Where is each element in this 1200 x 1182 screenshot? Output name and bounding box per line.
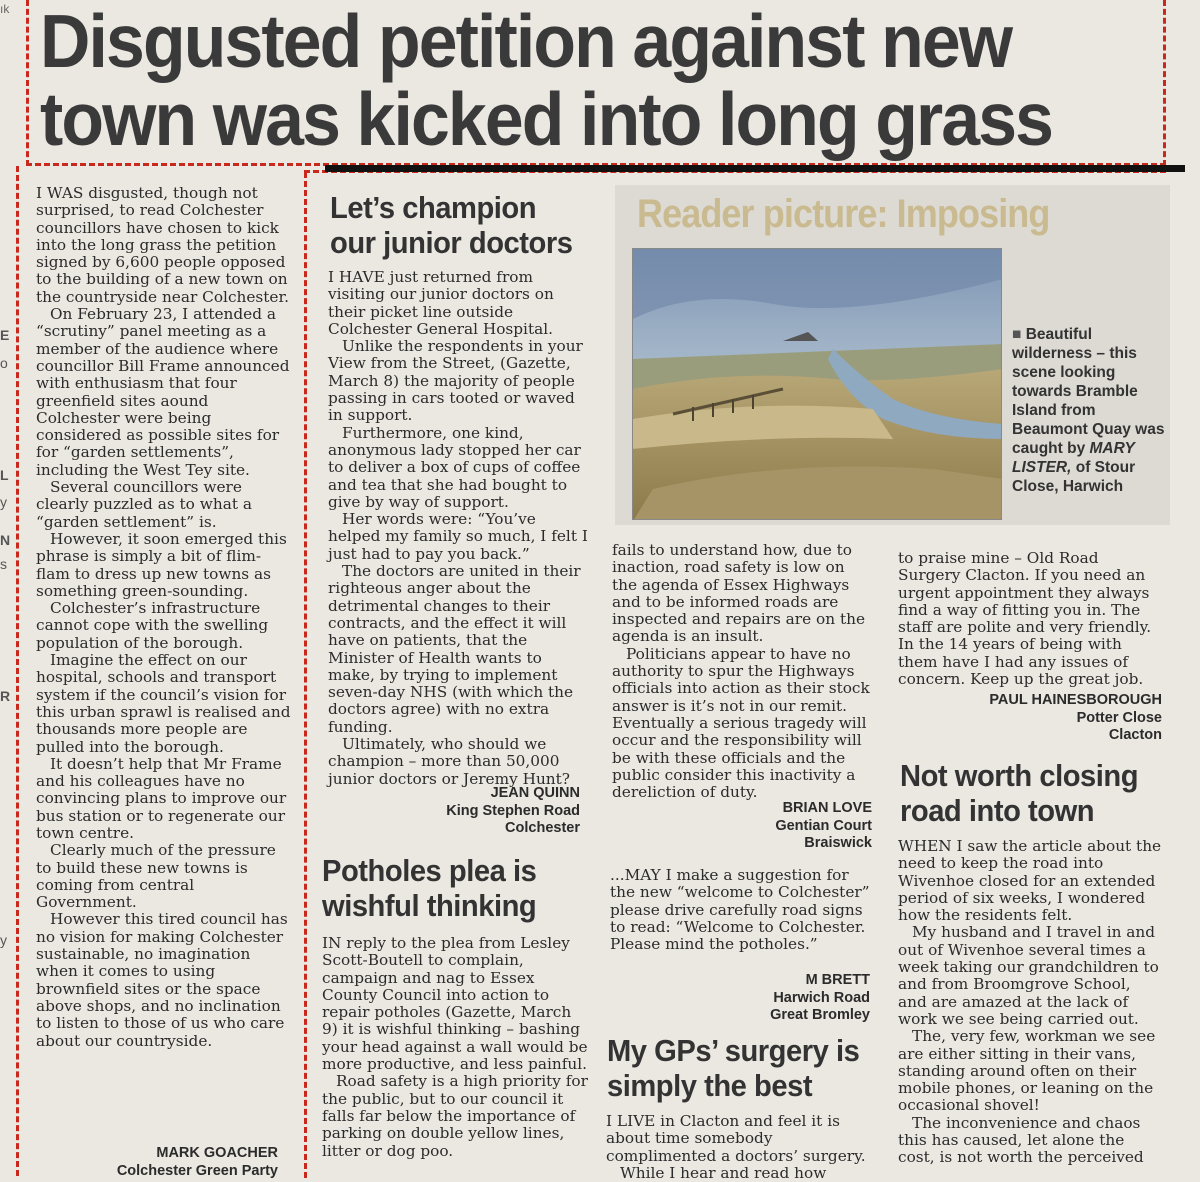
paragraph: On February 23, I attended a “scrutiny” panel meeting as a member of the audience where councillor Bill Frame announced with enthusiasm that four greenfield sites aound Colchester were being considered as possible sites for for “garden settlements”, including the West Tey site. bbox=[36, 305, 290, 479]
signature-line: Potter Close bbox=[1076, 709, 1162, 726]
paragraph: The, very few, workman we see are either sitting in their vans, standing around often on their mobile phones, or leaning on the occasional shovel! bbox=[898, 1027, 1156, 1115]
paragraph: Several councillors were clearly puzzled as to what a “garden settlement” is. bbox=[36, 478, 252, 531]
margin-letter: E bbox=[0, 327, 10, 343]
paragraph: I WAS disgusted, though not surprised, to read Colchester councillors have chosen to kick into the long grass the petition signed by 6,600 people opposed to the building of a new town on the countryside near Colchester. bbox=[36, 184, 289, 306]
signature-name: PAUL HAINESBOROUGH bbox=[989, 692, 1162, 708]
title-line: road into town bbox=[900, 793, 1095, 828]
margin-letter: R bbox=[0, 688, 11, 704]
signature-line: King Stephen Road bbox=[446, 802, 580, 819]
signature-line: Braiswick bbox=[804, 835, 872, 851]
margin-letter: y bbox=[0, 932, 7, 948]
paragraph: My husband and I travel in and out of Wivenhoe several times a week taking our grandchildren to and from Broomgrove School, and are amazed at the lack of work we see being carried out. bbox=[898, 923, 1159, 1028]
signature-name: JEAN QUINN bbox=[490, 785, 580, 801]
signature-line: Colchester Green Party bbox=[116, 1162, 278, 1179]
title-line: Let’s champion bbox=[330, 190, 537, 225]
paragraph: Ultimately, who should we champion – more than 50,000 junior doctors or Jeremy Hunt? bbox=[328, 735, 571, 788]
letter-body bbox=[898, 550, 1160, 688]
photo-caption bbox=[1012, 325, 1167, 496]
paragraph: The doctors are united in their righteous anger about the detrimental changes to their contracts, and the effect it will have on patients, that the Minister of Health wants to make, by trying to implement seven-day NHS (with which the doctors agree) with no extra funding. bbox=[328, 562, 581, 736]
letter-title bbox=[330, 190, 593, 260]
margin-letter: s bbox=[0, 556, 7, 572]
letter-body bbox=[322, 935, 588, 1160]
paragraph: WHEN I saw the article about the need to keep the road into Wivenhoe closed for an extended period of six weeks, I wondered how the residents felt. bbox=[898, 837, 1162, 925]
title-line: simply the best bbox=[607, 1068, 813, 1103]
margin-letter: y bbox=[0, 494, 7, 510]
letter-signature bbox=[60, 1145, 278, 1180]
paragraph: However, it soon emerged this phrase is simply a bit of flim-flam to dress up new towns as something green-sounding. bbox=[36, 529, 287, 600]
signature-line: Gentian Court bbox=[775, 817, 872, 834]
paragraph: IN reply to the plea from Lesley Scott-Boutell to complain, campaign and nag to Essex County Council into action to repair potholes (Gazette, March 9) it is wishful thinking – bashing your head against a wall would be more productive, and less painful. bbox=[322, 934, 588, 1074]
letter-signature bbox=[680, 800, 872, 853]
title-line: My GPs’ surgery is bbox=[607, 1033, 860, 1068]
red-annotation-line bbox=[304, 172, 307, 1178]
letter-signature bbox=[380, 785, 580, 838]
paragraph: I HAVE just returned from visiting our junior doctors on their picket line outside Colchester General Hospital. bbox=[328, 268, 554, 338]
letter-title bbox=[322, 853, 585, 923]
paragraph: Imagine the effect on our hospital, schools and transport system if the council’s vision for this urban sprawl is realised and thousands more people are pulled into the borough. bbox=[36, 651, 291, 756]
margin-letter: N bbox=[0, 532, 11, 548]
red-annotation-box bbox=[26, 0, 1166, 166]
paragraph: Colchester’s infrastructure cannot cope with the swelling population of the borough. bbox=[36, 599, 269, 652]
letter-title bbox=[900, 758, 1163, 828]
paragraph: I LIVE in Clacton and feel it is about time somebody complimented a doctors’ surgery. bbox=[606, 1112, 866, 1165]
signature-line: Harwich Road bbox=[773, 989, 870, 1006]
title-line: Potholes plea is bbox=[322, 853, 537, 888]
paragraph: The inconvenience and chaos this has caused, let alone the cost, is not worth the perceived bbox=[898, 1113, 1144, 1167]
marsh-photo-image bbox=[633, 249, 1002, 520]
letter-body bbox=[36, 185, 294, 1050]
paragraph: Road safety is a high priority for the public, but to our council it falls far below the importance of parking on double yellow lines, litter or dog poo. bbox=[322, 1072, 588, 1160]
paragraph: Clearly much of the pressure to build these new towns is coming from central Government. bbox=[36, 841, 276, 912]
title-line: our junior doctors bbox=[330, 225, 573, 260]
paragraph: Furthermore, one kind, anonymous lady stopped her car to deliver a box of cups of coffee and tea that she had bought to give by way of support. bbox=[328, 423, 581, 511]
paragraph: Politicians appear to have no authority to spur the Highways officials into action as their stock answer is it’s not in our remit. Eventually a serious tragedy will occur and the responsibility will be with these officials and the public consider this inactivity a dereliction of duty. bbox=[612, 644, 870, 802]
caption-photographer: MARY LISTER, bbox=[1012, 440, 1135, 476]
headline-line: town was kicked into long grass bbox=[40, 77, 1053, 161]
red-annotation-line bbox=[16, 166, 19, 1176]
paragraph: fails to understand how, due to inaction, road safety is low on the agenda of Essex Highways and to be informed roads are inspected and repairs are on the agenda is an insult. bbox=[612, 541, 866, 646]
paragraph: While I hear and read how bbox=[620, 1163, 827, 1182]
caption-bullet: ■ bbox=[1012, 326, 1022, 343]
margin-fragment: ık bbox=[0, 2, 10, 16]
paragraph: to praise mine – Old Road Surgery Clacton. If you need an urgent appointment they always find a way of fitting you in. The staff are polite and very friendly. In the 14 years of being with them have I had any issues of concern. Keep up the great job. bbox=[898, 549, 1152, 689]
letter-signature bbox=[680, 972, 870, 1025]
reader-picture-title: Reader picture: Imposing bbox=[637, 192, 1050, 236]
paragraph: Her words were: “You’ve helped my family so much, I felt I just had to pay you back.” bbox=[328, 510, 588, 563]
signature-name: M BRETT bbox=[805, 972, 870, 988]
landscape-photo bbox=[632, 248, 1002, 520]
signature-line: Clacton bbox=[1108, 727, 1162, 743]
letter-title bbox=[607, 1033, 870, 1103]
letter-body bbox=[328, 269, 590, 788]
signature-line: Great Bromley bbox=[770, 1007, 870, 1023]
letter-body bbox=[612, 542, 874, 801]
letter-body bbox=[898, 838, 1162, 1167]
paragraph: Unlike the respondents in your View from the Street, (Gazette, March 8) the majority of people passing in cars tooted or waved in support. bbox=[328, 337, 583, 425]
divider-rule bbox=[325, 165, 1185, 172]
margin-letter: L bbox=[0, 467, 9, 483]
caption-text: Beautiful wilderness – this scene looking towards Bramble Island from Beaumont Quay was caught by bbox=[1012, 326, 1165, 457]
title-line: wishful thinking bbox=[322, 888, 537, 923]
letter-body bbox=[606, 1113, 874, 1182]
margin-letter: o bbox=[0, 355, 8, 371]
headline-line: Disgusted petition against new bbox=[40, 0, 1012, 83]
title-line: Not worth closing bbox=[900, 758, 1139, 793]
signature-line: Colchester bbox=[505, 820, 580, 836]
paragraph: ...MAY I make a suggestion for the new “welcome to Colchester” please drive carefully road signs to read: “Welcome to Colchester. Please mind the potholes.” bbox=[610, 866, 870, 954]
signature-name: MARK GOACHER bbox=[156, 1145, 278, 1161]
signature-name: BRIAN LOVE bbox=[782, 800, 872, 816]
paragraph: It doesn’t help that Mr Frame and his colleagues have no convincing plans to improve our bus station or to regenerate our town centre. bbox=[36, 754, 287, 842]
letter-signature bbox=[940, 692, 1162, 745]
paragraph: However this tired council has no vision for making Colchester sustainable, no imagination when it comes to using brownfield sites or the space above shops, and no inclination to listen to those of us who care about our countryside. bbox=[36, 910, 288, 1050]
letter-body bbox=[610, 867, 872, 953]
caption-tail: of Stour Close, Harwich bbox=[1012, 459, 1136, 495]
